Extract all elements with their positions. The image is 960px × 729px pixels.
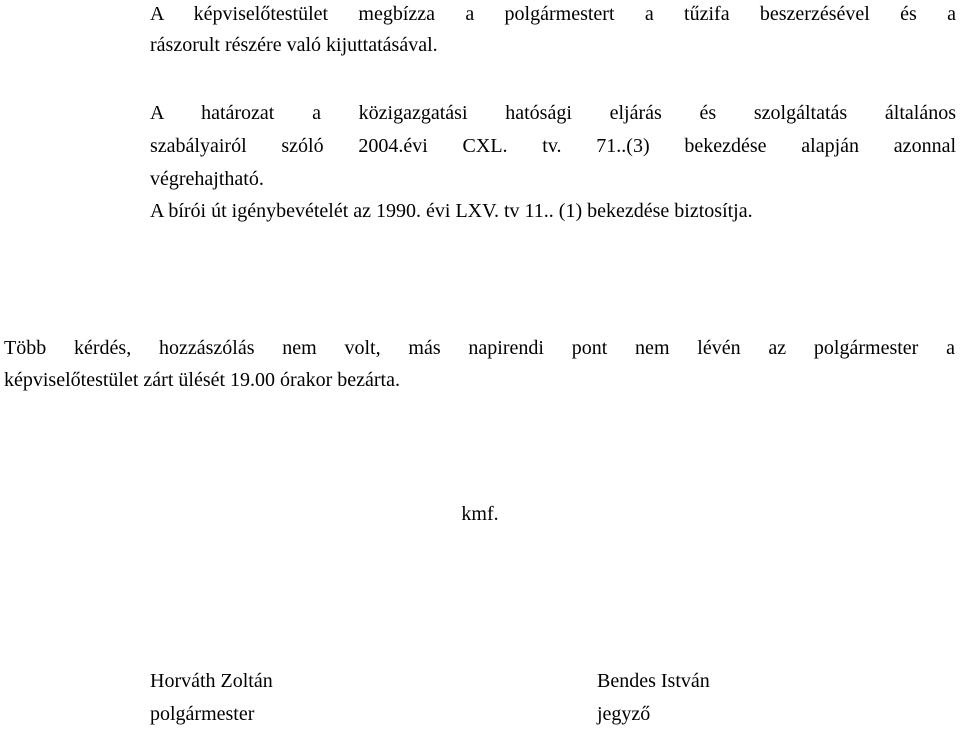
mayor-title: polgármester [150,703,255,725]
closing-line-1: Több kérdés, hozzászólás nem volt, más napirendi pont nem lévén az polgármester a [4,337,955,359]
paragraph-2-line-4: A bírói út igénybevételét az 1990. évi LXV. tv 11.. (1) bekezdése biztosítja. [150,200,753,222]
notary-name: Bendes István [597,670,710,692]
notary-title: jegyző [597,703,651,725]
paragraph-2-line-3: végrehajtható. [150,168,264,190]
paragraph-2-line-2: szabályairól szóló 2004.évi CXL. tv. 71..(3) bekezdése alapján azonnal [150,135,956,157]
kmf-label: kmf. [461,503,499,525]
paragraph-1-line-2: rászorult részére való kijuttatásával. [150,34,438,56]
closing-line-2: képviselőtestület zárt ülését 19.00 órakor bezárta. [4,369,400,391]
mayor-name: Horváth Zoltán [150,670,273,692]
paragraph-1-line-1: A képviselőtestület megbízza a polgármestert a tűzifa beszerzésével és a [150,3,956,25]
paragraph-2-line-1: A határozat a közigazgatási hatósági eljárás és szolgáltatás általános [150,102,956,124]
